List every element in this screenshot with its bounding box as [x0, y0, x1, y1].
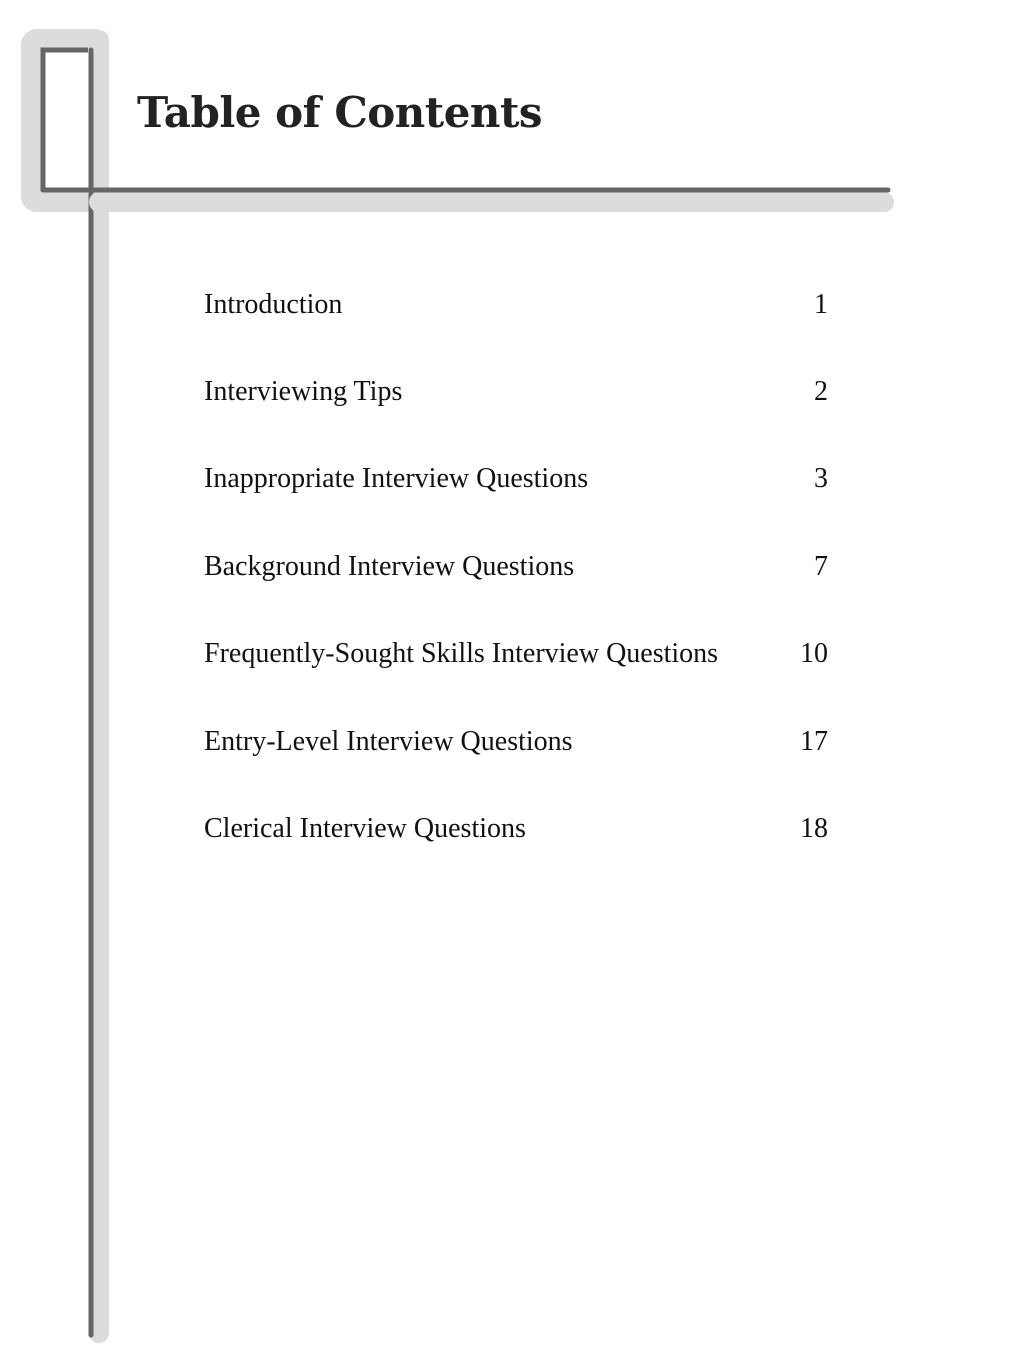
- toc-entry-introduction[interactable]: [204, 261, 828, 348]
- toc-entry-page-number: 3: [814, 463, 828, 495]
- frame-box-dark: [43, 50, 88, 190]
- toc-entry-title: Interviewing Tips: [204, 376, 403, 408]
- toc-entry-frequently-sought-skills[interactable]: [204, 611, 828, 698]
- toc-entry-page-number: 1: [814, 288, 828, 320]
- toc-entry-page-number: 18: [800, 813, 828, 845]
- toc-entry-title: Frequently-Sought Skills Interview Questions: [204, 638, 719, 670]
- toc-entry-background-questions[interactable]: [204, 523, 828, 610]
- toc-entry-page-number: 7: [814, 550, 828, 582]
- toc-entry-title: Background Interview Questions: [204, 550, 575, 582]
- table-of-contents: [204, 261, 828, 873]
- toc-entry-inappropriate-questions[interactable]: [204, 436, 828, 523]
- toc-entry-page-number: 17: [800, 725, 828, 757]
- toc-entry-title: Clerical Interview Questions: [204, 813, 526, 845]
- toc-entry-interviewing-tips[interactable]: [204, 348, 828, 435]
- toc-entry-page-number: 10: [800, 638, 828, 670]
- toc-entry-page-number: 2: [814, 376, 828, 408]
- toc-entry-clerical-questions[interactable]: [204, 785, 828, 872]
- page-title: Table of Contents: [137, 88, 542, 137]
- toc-entry-title: Inappropriate Interview Questions: [204, 463, 589, 495]
- toc-entry-title: Entry-Level Interview Questions: [204, 725, 573, 757]
- toc-entry-entry-level-questions[interactable]: [204, 698, 828, 785]
- toc-entry-title: Introduction: [204, 288, 343, 320]
